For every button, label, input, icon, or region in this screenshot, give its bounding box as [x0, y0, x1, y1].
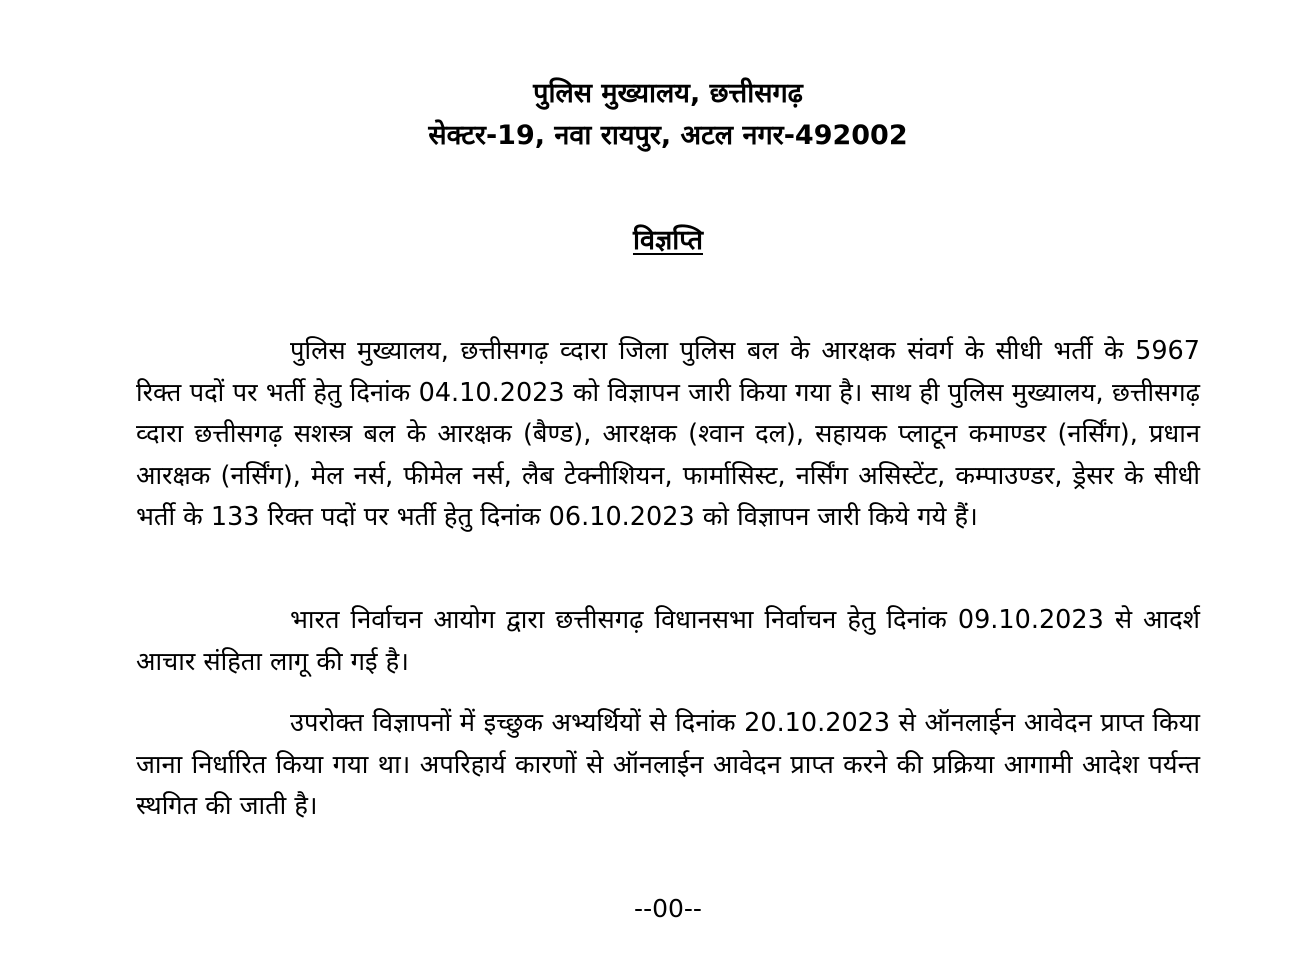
paragraph-recruitment-ads: पुलिस मुख्यालय, छत्तीसगढ़ व्दारा जिला पुलिस बल के आरक्षक संवर्ग के सीधी भर्ती के 5967 रिक्त पदों पर भर्ती हेतु दिनांक 04.10.2023 को विज्ञापन जारी किया गया है। साथ ही पुलिस मुख्यालय, छत्तीसगढ़ व्दारा छत्तीसगढ़ सशस्त्र बल के आरक्षक (बैण्ड), आरक्षक (श्वान दल), सहायक प्लाटून कमाण्डर (नर्सिंग), प्रधान आरक्षक (नर्सिंग), मेल नर्स, फीमेल नर्स, लैब टेक्नीशियन, फार्मासिस्ट, नर्सिंग असिस्टेंट, कम्पाउण्डर, ड्रेसर के सीधी भर्ती के 133 रिक्त पदों पर भर्ती हेतु दिनांक 06.10.2023 को विज्ञापन जारी किये गये हैं। [136, 336, 1200, 532]
office-address: सेक्टर-19, नवा रायपुर, अटल नगर-492002 [428, 120, 908, 151]
paragraph-election-code: भारत निर्वाचन आयोग द्वारा छत्तीसगढ़ विधानसभा निर्वाचन हेतु दिनांक 09.10.2023 से आदर्श आचार संहिता लागू की गई है। [136, 605, 1200, 677]
notice-title: विज्ञप्ति [632, 225, 703, 256]
end-marker: --00-- [634, 894, 702, 923]
office-name: पुलिस मुख्यालय, छत्तीसगढ़ [533, 78, 803, 109]
paragraph-application-postponed: उपरोक्त विज्ञापनों में इच्छुक अभ्यर्थियों से दिनांक 20.10.2023 से ऑनलाईन आवेदन प्राप्त किया जाना निर्धारित किया गया था। अपरिहार्य कारणों से ऑनलाईन आवेदन प्राप्त करने की प्रक्रिया आगामी आदेश पर्यन्त स्थगित की जाती है। [136, 708, 1200, 821]
